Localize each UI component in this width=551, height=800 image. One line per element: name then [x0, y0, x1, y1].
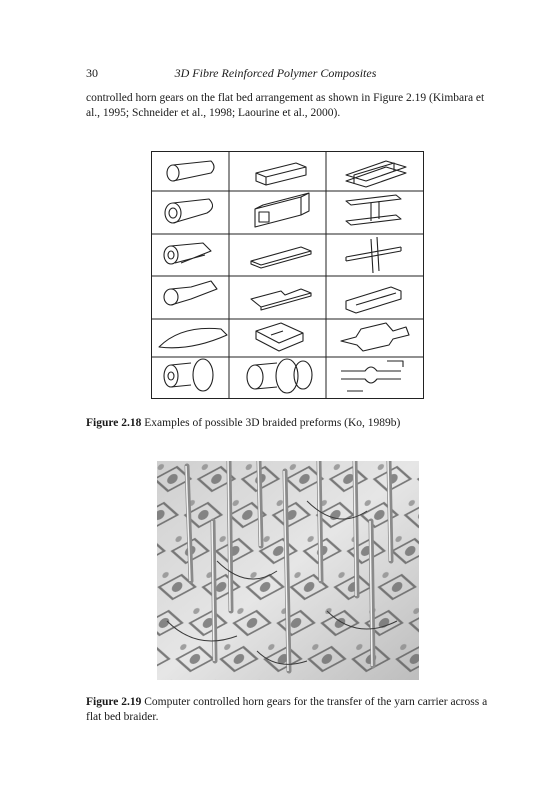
figure-2-18-caption-text: Examples of possible 3D braided preforms (Ko, 1989b) [141, 417, 401, 429]
solid-rod-shape [167, 161, 214, 181]
tube-with-flange-shape [164, 243, 211, 264]
airfoil-shape [159, 328, 227, 347]
figure-2-19-photo-horn-gears [157, 461, 419, 680]
cross-section-beam-shape [346, 237, 401, 273]
flanged-shaft-shape [164, 359, 213, 391]
figure-2-19-caption [86, 695, 488, 725]
h-beam-shape [346, 195, 401, 225]
body-paragraph: controlled horn gears on the flat bed arrangement as shown in Figure 2.19 (Kimbara et al., 1995; Schneider et al., 1998; Laourine et al., 2000). [86, 92, 485, 119]
box-beam-shape [255, 193, 309, 227]
wavy-profile-shape [341, 361, 403, 391]
double-flanged-shaft-shape [247, 359, 312, 393]
hat-section-shape [341, 323, 409, 351]
hollow-tube-shape [165, 199, 213, 223]
figure-2-18-label: Figure 2.18 [86, 417, 142, 429]
figure-2-18-preform-grid [151, 151, 424, 399]
square-bar-shape [256, 163, 306, 185]
folded-plate-shape [256, 323, 303, 351]
figure-2-19-caption-text: Computer controlled horn gears for the transfer of the yarn carrier across a flat bed braider. [86, 696, 488, 723]
channel-shape [346, 287, 401, 313]
page-number: 30 [86, 66, 98, 80]
figure-2-18-caption [86, 416, 488, 431]
flat-plate-shape [251, 247, 311, 268]
tube-with-tab-shape [164, 281, 217, 305]
running-title: 3D Fibre Reinforced Polymer Composites [174, 66, 377, 80]
i-beam-shape [346, 161, 406, 187]
figure-2-19-label: Figure 2.19 [86, 696, 142, 708]
notched-plate-shape [251, 289, 311, 310]
